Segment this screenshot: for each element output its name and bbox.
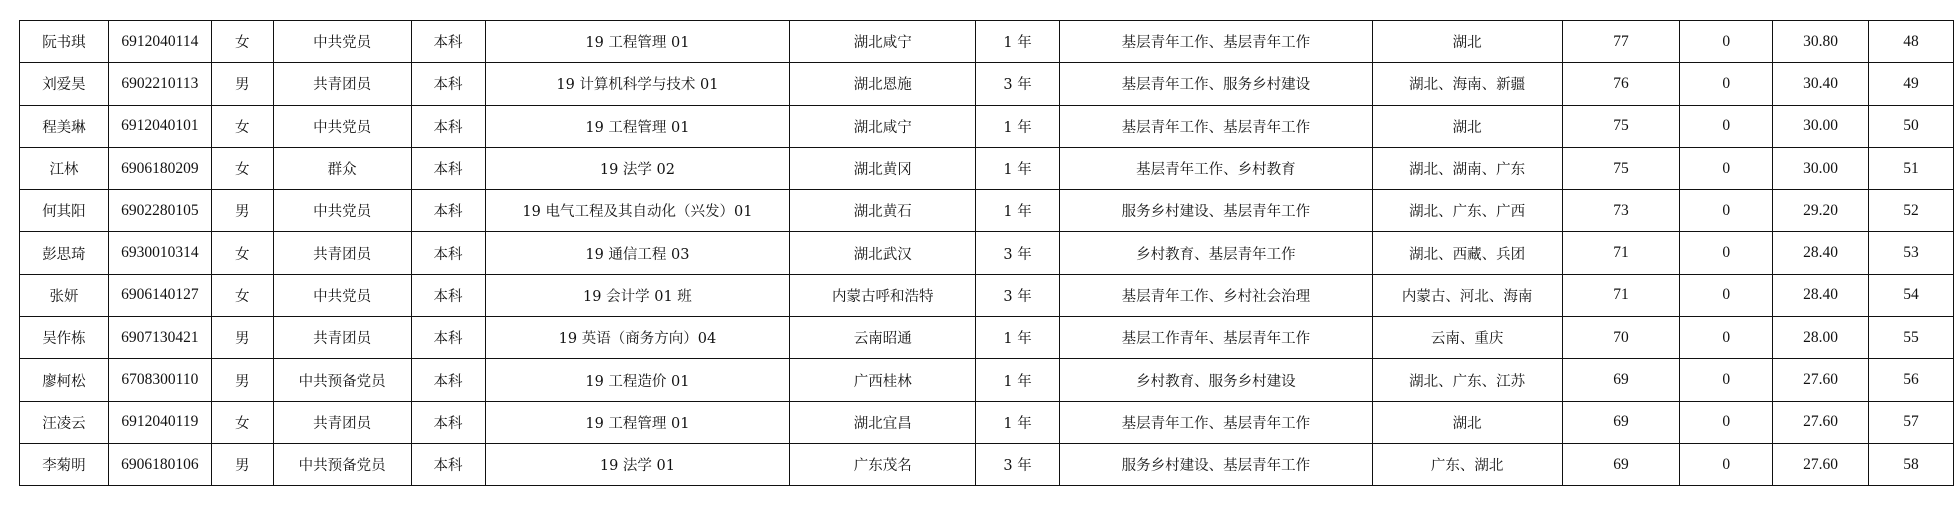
degree-cell: 本科 (411, 147, 485, 189)
rank-cell: 55 (1869, 317, 1954, 359)
degree-cell: 本科 (411, 401, 485, 443)
region-preference-cell: 湖北、广东、广西 (1372, 190, 1562, 232)
region-preference-cell: 湖北 (1372, 105, 1562, 147)
political-status-cell: 共青团员 (273, 232, 411, 274)
hometown-cell: 内蒙古呼和浩特 (790, 274, 976, 316)
bonus-cell: 0 (1680, 401, 1773, 443)
weighted-score-cell: 28.00 (1773, 317, 1869, 359)
class-cell: 19 电气工程及其自动化（兴发）01 (485, 190, 790, 232)
gender-cell: 男 (211, 190, 273, 232)
service-term-cell: 1 年 (976, 401, 1060, 443)
class-cell: 19 工程管理 01 (485, 401, 790, 443)
name-cell: 刘爱昊 (20, 63, 109, 105)
political-status-cell: 中共党员 (273, 21, 411, 63)
weighted-score-cell: 28.40 (1773, 232, 1869, 274)
rank-cell: 54 (1869, 274, 1954, 316)
score-cell: 73 (1562, 190, 1680, 232)
region-preference-cell: 湖北 (1372, 401, 1562, 443)
gender-cell: 男 (211, 317, 273, 359)
weighted-score-cell: 29.20 (1773, 190, 1869, 232)
score-cell: 71 (1562, 274, 1680, 316)
hometown-cell: 湖北武汉 (790, 232, 976, 274)
student-id-cell: 6912040119 (108, 401, 211, 443)
weighted-score-cell: 27.60 (1773, 443, 1869, 485)
job-preference-cell: 乡村教育、基层青年工作 (1060, 232, 1373, 274)
bonus-cell: 0 (1680, 359, 1773, 401)
bonus-cell: 0 (1680, 105, 1773, 147)
student-id-cell: 6906180209 (108, 147, 211, 189)
student-id-cell: 6912040114 (108, 21, 211, 63)
weighted-score-cell: 27.60 (1773, 359, 1869, 401)
score-cell: 69 (1562, 401, 1680, 443)
name-cell: 程美琳 (20, 105, 109, 147)
class-cell: 19 工程造价 01 (485, 359, 790, 401)
table-row (20, 359, 1954, 401)
region-preference-cell: 湖北 (1372, 21, 1562, 63)
student-id-cell: 6930010314 (108, 232, 211, 274)
student-id-cell: 6902280105 (108, 190, 211, 232)
region-preference-cell: 湖北、西藏、兵团 (1372, 232, 1562, 274)
table-row (20, 63, 1954, 105)
table-body (20, 21, 1954, 486)
weighted-score-cell: 30.00 (1773, 147, 1869, 189)
service-term-cell: 1 年 (976, 105, 1060, 147)
service-term-cell: 1 年 (976, 21, 1060, 63)
job-preference-cell: 基层青年工作、乡村教育 (1060, 147, 1373, 189)
gender-cell: 男 (211, 443, 273, 485)
bonus-cell: 0 (1680, 443, 1773, 485)
service-term-cell: 1 年 (976, 147, 1060, 189)
job-preference-cell: 基层工作青年、基层青年工作 (1060, 317, 1373, 359)
job-preference-cell: 服务乡村建设、基层青年工作 (1060, 443, 1373, 485)
weighted-score-cell: 30.00 (1773, 105, 1869, 147)
name-cell: 彭思琦 (20, 232, 109, 274)
class-cell: 19 通信工程 03 (485, 232, 790, 274)
hometown-cell: 湖北黄冈 (790, 147, 976, 189)
rank-cell: 51 (1869, 147, 1954, 189)
table-row (20, 274, 1954, 316)
service-term-cell: 1 年 (976, 359, 1060, 401)
gender-cell: 男 (211, 63, 273, 105)
degree-cell: 本科 (411, 63, 485, 105)
hometown-cell: 湖北恩施 (790, 63, 976, 105)
bonus-cell: 0 (1680, 147, 1773, 189)
rank-cell: 50 (1869, 105, 1954, 147)
bonus-cell: 0 (1680, 21, 1773, 63)
job-preference-cell: 基层青年工作、基层青年工作 (1060, 105, 1373, 147)
table-row (20, 21, 1954, 63)
rank-cell: 56 (1869, 359, 1954, 401)
student-id-cell: 6912040101 (108, 105, 211, 147)
class-cell: 19 计算机科学与技术 01 (485, 63, 790, 105)
name-cell: 阮书琪 (20, 21, 109, 63)
name-cell: 吴作栋 (20, 317, 109, 359)
degree-cell: 本科 (411, 359, 485, 401)
service-term-cell: 1 年 (976, 190, 1060, 232)
political-status-cell: 共青团员 (273, 63, 411, 105)
table-row (20, 232, 1954, 274)
degree-cell: 本科 (411, 232, 485, 274)
hometown-cell: 云南昭通 (790, 317, 976, 359)
political-status-cell: 中共党员 (273, 274, 411, 316)
gender-cell: 女 (211, 401, 273, 443)
weighted-score-cell: 30.80 (1773, 21, 1869, 63)
class-cell: 19 法学 01 (485, 443, 790, 485)
political-status-cell: 中共预备党员 (273, 359, 411, 401)
name-cell: 廖柯松 (20, 359, 109, 401)
weighted-score-cell: 30.40 (1773, 63, 1869, 105)
degree-cell: 本科 (411, 443, 485, 485)
gender-cell: 女 (211, 232, 273, 274)
rank-cell: 53 (1869, 232, 1954, 274)
region-preference-cell: 湖北、海南、新疆 (1372, 63, 1562, 105)
political-status-cell: 中共预备党员 (273, 443, 411, 485)
name-cell: 江林 (20, 147, 109, 189)
rank-cell: 49 (1869, 63, 1954, 105)
rank-cell: 57 (1869, 401, 1954, 443)
score-cell: 71 (1562, 232, 1680, 274)
name-cell: 何其阳 (20, 190, 109, 232)
job-preference-cell: 基层青年工作、服务乡村建设 (1060, 63, 1373, 105)
gender-cell: 男 (211, 359, 273, 401)
name-cell: 张妍 (20, 274, 109, 316)
student-id-cell: 6906140127 (108, 274, 211, 316)
degree-cell: 本科 (411, 317, 485, 359)
service-term-cell: 1 年 (976, 317, 1060, 359)
service-term-cell: 3 年 (976, 232, 1060, 274)
name-cell: 汪凌云 (20, 401, 109, 443)
weighted-score-cell: 28.40 (1773, 274, 1869, 316)
hometown-cell: 广东茂名 (790, 443, 976, 485)
hometown-cell: 湖北黄石 (790, 190, 976, 232)
region-preference-cell: 广东、湖北 (1372, 443, 1562, 485)
class-cell: 19 会计学 01 班 (485, 274, 790, 316)
political-status-cell: 共青团员 (273, 317, 411, 359)
hometown-cell: 湖北咸宁 (790, 105, 976, 147)
job-preference-cell: 服务乡村建设、基层青年工作 (1060, 190, 1373, 232)
gender-cell: 女 (211, 21, 273, 63)
table-row (20, 401, 1954, 443)
region-preference-cell: 湖北、广东、江苏 (1372, 359, 1562, 401)
score-cell: 69 (1562, 443, 1680, 485)
student-id-cell: 6708300110 (108, 359, 211, 401)
table-row (20, 105, 1954, 147)
service-term-cell: 3 年 (976, 274, 1060, 316)
weighted-score-cell: 27.60 (1773, 401, 1869, 443)
student-id-cell: 6902210113 (108, 63, 211, 105)
student-id-cell: 6907130421 (108, 317, 211, 359)
gender-cell: 女 (211, 105, 273, 147)
bonus-cell: 0 (1680, 274, 1773, 316)
student-id-cell: 6906180106 (108, 443, 211, 485)
degree-cell: 本科 (411, 190, 485, 232)
class-cell: 19 工程管理 01 (485, 21, 790, 63)
service-term-cell: 3 年 (976, 63, 1060, 105)
degree-cell: 本科 (411, 274, 485, 316)
political-status-cell: 群众 (273, 147, 411, 189)
rank-cell: 48 (1869, 21, 1954, 63)
class-cell: 19 工程管理 01 (485, 105, 790, 147)
score-cell: 76 (1562, 63, 1680, 105)
score-cell: 70 (1562, 317, 1680, 359)
gender-cell: 女 (211, 274, 273, 316)
rank-cell: 58 (1869, 443, 1954, 485)
gender-cell: 女 (211, 147, 273, 189)
bonus-cell: 0 (1680, 190, 1773, 232)
bonus-cell: 0 (1680, 63, 1773, 105)
score-cell: 75 (1562, 147, 1680, 189)
political-status-cell: 中共党员 (273, 190, 411, 232)
applicant-ranking-table (19, 20, 1954, 486)
score-cell: 69 (1562, 359, 1680, 401)
score-cell: 77 (1562, 21, 1680, 63)
region-preference-cell: 湖北、湖南、广东 (1372, 147, 1562, 189)
job-preference-cell: 基层青年工作、基层青年工作 (1060, 401, 1373, 443)
bonus-cell: 0 (1680, 232, 1773, 274)
class-cell: 19 法学 02 (485, 147, 790, 189)
service-term-cell: 3 年 (976, 443, 1060, 485)
hometown-cell: 广西桂林 (790, 359, 976, 401)
job-preference-cell: 基层青年工作、乡村社会治理 (1060, 274, 1373, 316)
bonus-cell: 0 (1680, 317, 1773, 359)
name-cell: 李菊明 (20, 443, 109, 485)
job-preference-cell: 乡村教育、服务乡村建设 (1060, 359, 1373, 401)
region-preference-cell: 云南、重庆 (1372, 317, 1562, 359)
job-preference-cell: 基层青年工作、基层青年工作 (1060, 21, 1373, 63)
hometown-cell: 湖北咸宁 (790, 21, 976, 63)
table-row (20, 317, 1954, 359)
degree-cell: 本科 (411, 21, 485, 63)
region-preference-cell: 内蒙古、河北、海南 (1372, 274, 1562, 316)
degree-cell: 本科 (411, 105, 485, 147)
political-status-cell: 共青团员 (273, 401, 411, 443)
hometown-cell: 湖北宜昌 (790, 401, 976, 443)
political-status-cell: 中共党员 (273, 105, 411, 147)
table-row (20, 147, 1954, 189)
class-cell: 19 英语（商务方向）04 (485, 317, 790, 359)
score-cell: 75 (1562, 105, 1680, 147)
table-row (20, 190, 1954, 232)
table-row (20, 443, 1954, 485)
rank-cell: 52 (1869, 190, 1954, 232)
